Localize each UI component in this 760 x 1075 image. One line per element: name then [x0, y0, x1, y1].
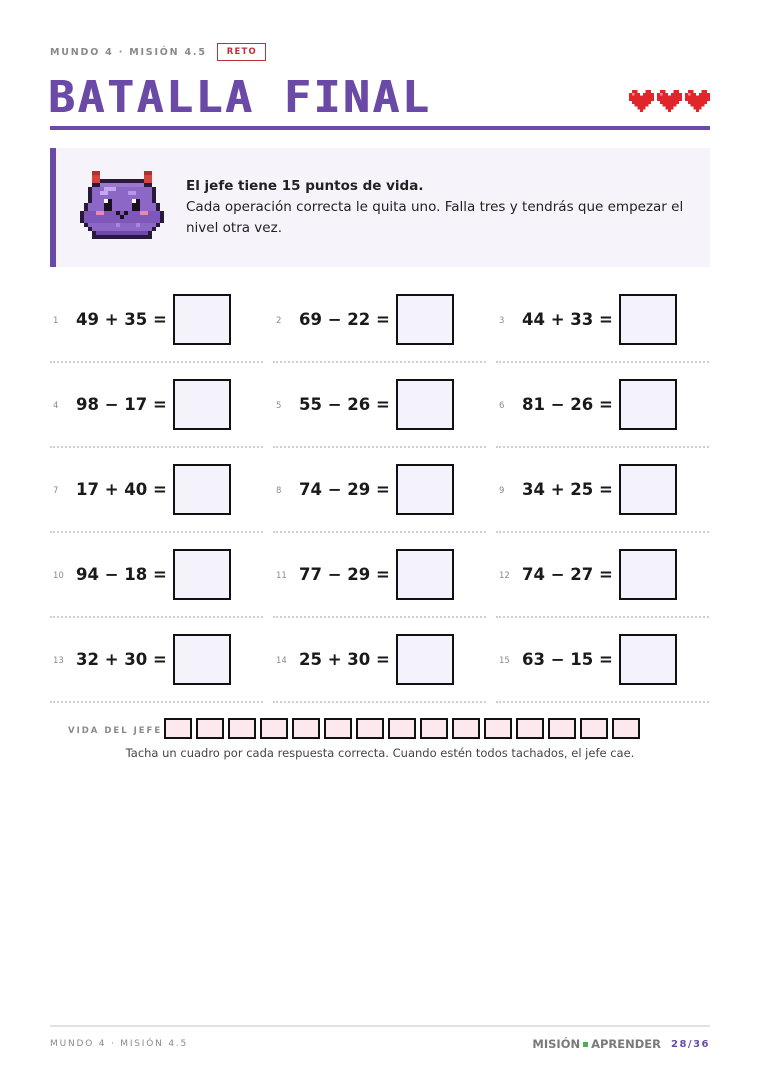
brand-word-2: APRENDER — [591, 1037, 662, 1051]
problem-number: 8 — [276, 486, 282, 496]
answer-box[interactable] — [173, 379, 231, 430]
problem-expression: 77 − 29 = — [299, 565, 390, 584]
mission-label: MUNDO 4 · MISIÓN 4.5 — [50, 46, 207, 58]
problem-number: 7 — [53, 486, 59, 496]
answer-box[interactable] — [619, 634, 677, 685]
footer-mission-label: MUNDO 4 · MISIÓN 4.5 — [50, 1039, 189, 1049]
problem-number: 9 — [499, 486, 505, 496]
problem-expression: 44 + 33 = — [522, 310, 613, 329]
problem-number: 13 — [53, 656, 64, 666]
problem-expression: 49 + 35 = — [76, 310, 167, 329]
problem-cell — [273, 280, 486, 363]
problem-cell — [50, 365, 263, 448]
boss-life-box[interactable] — [548, 718, 576, 739]
page-title: BATALLA FINAL — [48, 72, 432, 123]
problem-cell — [273, 535, 486, 618]
problem-cell — [50, 450, 263, 533]
problem-expression: 69 − 22 = — [299, 310, 390, 329]
answer-box[interactable] — [396, 634, 454, 685]
header-kicker-bar — [50, 43, 266, 61]
title-divider — [50, 126, 710, 130]
problem-row — [50, 450, 710, 535]
boss-life-box[interactable] — [452, 718, 480, 739]
problems-grid — [50, 280, 710, 705]
answer-box[interactable] — [619, 549, 677, 600]
problem-expression: 17 + 40 = — [76, 480, 167, 499]
boss-life-box[interactable] — [420, 718, 448, 739]
problem-number: 6 — [499, 401, 505, 411]
problem-expression: 55 − 26 = — [299, 395, 390, 414]
problem-number: 1 — [53, 316, 59, 326]
answer-box[interactable] — [619, 464, 677, 515]
heart-icon — [629, 90, 654, 112]
problem-cell — [273, 620, 486, 703]
boss-life-box[interactable] — [292, 718, 320, 739]
boss-life-box[interactable] — [228, 718, 256, 739]
answer-box[interactable] — [619, 294, 677, 345]
answer-box[interactable] — [396, 464, 454, 515]
problem-expression: 74 − 27 = — [522, 565, 613, 584]
page-number: 28/36 — [671, 1038, 710, 1050]
problem-number: 12 — [499, 571, 510, 581]
intro-text — [186, 176, 686, 239]
problem-expression: 81 − 26 = — [522, 395, 613, 414]
problem-expression: 32 + 30 = — [76, 650, 167, 669]
footer-divider — [50, 1025, 710, 1027]
problem-cell — [496, 365, 709, 448]
problem-cell — [496, 450, 709, 533]
answer-box[interactable] — [396, 294, 454, 345]
problem-number: 15 — [499, 656, 510, 666]
answer-box[interactable] — [396, 549, 454, 600]
boss-life-instructions: Tacha un cuadro por cada respuesta correcta. Cuando estén todos tachados, el jefe cae. — [125, 746, 635, 760]
boss-life-box[interactable] — [516, 718, 544, 739]
problem-cell — [50, 620, 263, 703]
boss-life-box[interactable] — [612, 718, 640, 739]
boss-life-box[interactable] — [356, 718, 384, 739]
problem-row — [50, 280, 710, 365]
heart-icon — [657, 90, 682, 112]
problem-cell — [273, 365, 486, 448]
answer-box[interactable] — [173, 464, 231, 515]
problem-number: 5 — [276, 401, 282, 411]
problem-number: 10 — [53, 571, 64, 581]
boss-life-section — [50, 716, 710, 766]
problem-expression: 74 − 29 = — [299, 480, 390, 499]
problem-cell — [496, 620, 709, 703]
boss-life-box[interactable] — [580, 718, 608, 739]
problem-expression: 98 − 17 = — [76, 395, 167, 414]
boss-life-box[interactable] — [196, 718, 224, 739]
answer-box[interactable] — [396, 379, 454, 430]
problem-cell — [496, 535, 709, 618]
intro-bold: El jefe tiene 15 puntos de vida. — [186, 178, 424, 194]
pixel-monster-icon — [80, 171, 164, 243]
boss-life-box[interactable] — [164, 718, 192, 739]
problem-expression: 63 − 15 = — [522, 650, 613, 669]
boss-life-box[interactable] — [388, 718, 416, 739]
problem-number: 2 — [276, 316, 282, 326]
hearts-lives — [629, 90, 710, 112]
heart-icon — [685, 90, 710, 112]
problem-row — [50, 620, 710, 705]
intro-panel — [50, 148, 710, 267]
intro-body: Cada operación correcta le quita uno. Falla tres y tendrás que empezar el nivel otra vez. — [186, 199, 684, 236]
footer-brand — [532, 1037, 710, 1051]
answer-box[interactable] — [173, 634, 231, 685]
problem-expression: 25 + 30 = — [299, 650, 390, 669]
boss-life-boxes — [164, 718, 640, 739]
boss-life-box[interactable] — [260, 718, 288, 739]
brand-word-1: MISIÓN — [532, 1037, 581, 1051]
boss-life-box[interactable] — [484, 718, 512, 739]
problem-cell — [50, 535, 263, 618]
answer-box[interactable] — [173, 294, 231, 345]
answer-box[interactable] — [173, 549, 231, 600]
problem-number: 14 — [276, 656, 287, 666]
problem-number: 3 — [499, 316, 505, 326]
challenge-badge: RETO — [217, 43, 266, 61]
boss-life-box[interactable] — [324, 718, 352, 739]
problem-row — [50, 365, 710, 450]
problem-cell — [496, 280, 709, 363]
problem-number: 4 — [53, 401, 59, 411]
problem-expression: 94 − 18 = — [76, 565, 167, 584]
boss-life-label: VIDA DEL JEFE — [68, 726, 163, 736]
answer-box[interactable] — [619, 379, 677, 430]
problem-cell — [273, 450, 486, 533]
problem-cell — [50, 280, 263, 363]
problem-row — [50, 535, 710, 620]
problem-number: 11 — [276, 571, 287, 581]
brand-dot-icon — [583, 1042, 588, 1047]
problem-expression: 34 + 25 = — [522, 480, 613, 499]
